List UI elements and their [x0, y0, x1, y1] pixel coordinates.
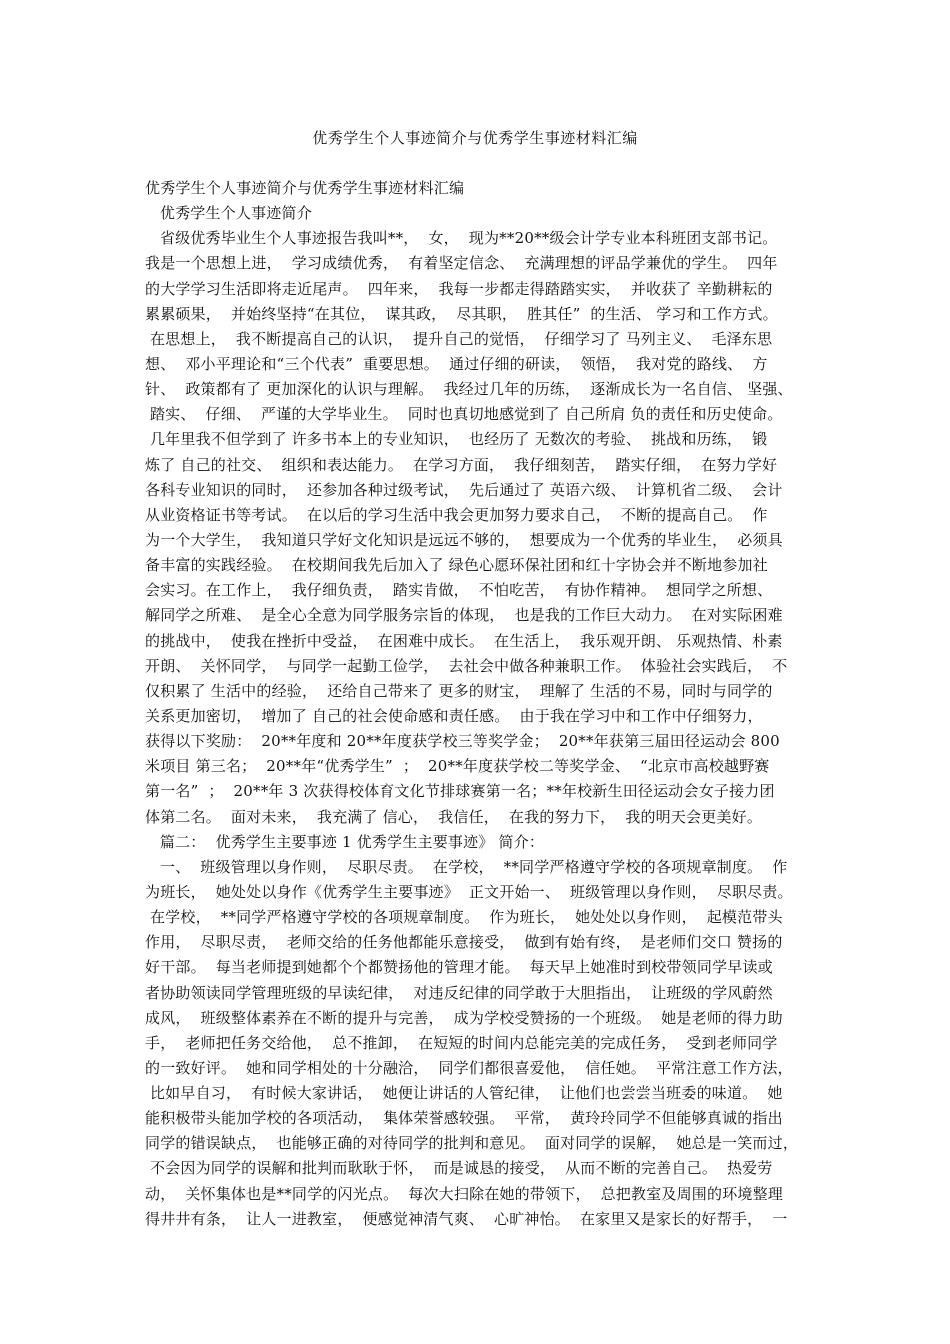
body-line: 一、 班级管理以身作则， 尽职尽责。 在学校， **同学严格遵守学校的各项规章制度。 作: [145, 857, 788, 876]
body-line: 动， 关怀集体也是**同学的闪光点。 每次大扫除在她的带领下， 总把教室及周围的环境整理: [145, 1184, 784, 1203]
body-line: 同学的错误缺点， 也能够正确的对待同学的批判和意见。 面对同学的误解， 她总是一笑而过，: [145, 1134, 799, 1153]
body-line: 优秀学生个人事迹简介与优秀学生事迹材料汇编: [145, 179, 465, 197]
body-line: 在学校， **同学严格遵守学校的各项规章制度。 作为班长， 她处处以身作则， 起模范带头: [145, 908, 783, 927]
body-line: 不会因为同学的误解和批判而耿耿于怀， 而是诚恳的接受， 从而不断的完善自己。 热爱劳: [145, 1159, 773, 1178]
body-line: 篇二： 优秀学生主要事迹 1 优秀学生主要事迹》 简介：: [145, 832, 545, 851]
body-line: 成风， 班级整体素养在不断的提升与完善， 成为学校受赞扬的一个班级。 她是老师的得力助: [145, 1008, 783, 1027]
body-line: 的挑战中， 使我在挫折中受益， 在困难中成长。 在生活上， 我乐观开朗、 乐观热情、朴素: [145, 631, 783, 650]
body-line: 作用， 尽职尽责， 老师交给的任务他都能乐意接受， 做到有始有终， 是老师们交口 赞扬的: [145, 933, 783, 952]
body-line: 的大学学习生活即将走近尾声。 四年来， 我每一步都走得踏踏实实， 并收获了 辛勤耕耘的: [145, 279, 773, 298]
body-line: 踏实、 仔细、 严谨的大学毕业生。 同时也真切地感觉到了 自己所肩 负的责任和历史使命。: [145, 405, 783, 424]
body-line: 几年里我不但学到了 许多书本上的专业知识， 也经历了 无数次的考验、 挑战和历练， 锻: [145, 430, 768, 449]
body-line: 我是一个思想上进， 学习成绩优秀， 有着坚定信念、 充满理想的评品学兼优的学生。 四年: [145, 254, 778, 273]
body-line: 累累硕果， 并始终坚持“在其位， 谋其政， 尽其职， 胜其任” 的生活、 学习和工作方式。: [145, 304, 778, 323]
body-line: 体第二名。 面对未来， 我充满了 信心， 我信任， 在我的努力下， 我的明天会更美好。: [145, 807, 763, 826]
body-line: 得井井有条， 让人一进教室， 便感觉神清气爽、 心旷神怡。 在家里又是家长的好帮手， 一: [145, 1209, 788, 1228]
body-line: 者协助领读同学管理班级的早读纪律， 对违反纪律的同学敢于大胆指出， 让班级的学风蔚然: [145, 983, 773, 1002]
body-line: 优秀学生个人事迹简介: [145, 204, 312, 223]
body-line: 各科专业知识的同时， 还参加各种过级考试， 先后通过了 英语六级、 计算机省二级、 会计: [145, 480, 783, 499]
document-body: [145, 176, 815, 1232]
body-line: 手， 老师把任务交给他， 总不推卸， 在短短的时间内总能完美的完成任务， 受到老师同学: [145, 1033, 778, 1052]
body-line: 炼了 自己的社交、 组织和表达能力。 在学习方面， 我仔细刻苦， 踏实仔细， 在努力学好: [145, 455, 778, 474]
body-line: 能积极带头能加学校的各项活动， 集体荣誉感较强。 平常， 黄玲玲同学不但能够真诚的指出: [145, 1109, 783, 1128]
body-line: 从业资格证书等考试。 在以后的学习生活中我会更加努力要求自己， 不断的提高自己。 作: [145, 505, 768, 524]
body-line: 米项目 第三名； 20**年“优秀学生” ； 20**年度获学校二等奖学金、 “北京市高校越野赛: [145, 757, 770, 776]
body-line: 的一致好评。 她和同学相处的十分融洽， 同学们都很喜爱他， 信任她。 平常注意工作方法，: [145, 1058, 793, 1077]
body-line: 比如早自习， 有时候大家讲话， 她便让讲话的人管纪律， 让他们也尝尝当班委的味道。 她: [145, 1084, 783, 1103]
body-line: 在思想上， 我不断提高自己的认识， 提升自己的觉悟， 仔细学习了 马列主义、 毛泽东思: [145, 329, 773, 348]
body-line: 省级优秀毕业生个人事迹报告我叫**， 女， 现为**20**级会计学专业本科班团支部书记。: [145, 229, 778, 248]
body-line: 会实习。在工作上， 我仔细负责， 踏实肯做， 不怕吃苦， 有协作精神。 想同学之所想、: [145, 581, 773, 600]
body-line: 关系更加密切， 增加了 自己的社会使命感和责任感。 由于我在学习中和工作中仔细努力，: [145, 706, 763, 725]
body-line: 好干部。 每当老师提到她都个个都赞扬他的管理才能。 每天早上她准时到校带领同学早读或: [145, 958, 773, 977]
body-line: 为班长， 她处处以身作《优秀学生主要事迹》 正文开始一、 班级管理以身作则， 尽职尽责。: [145, 882, 793, 901]
body-line: 为一个大学生， 我知道只学好文化知识是远远不够的， 想要成为一个优秀的毕业生， 必须具: [145, 530, 783, 549]
body-line: 想、 邓小平理论和“三个代表” 重要思想。 通过仔细的研读， 领悟， 我对党的路线、 方: [145, 354, 768, 373]
body-line: 针、 政策都有了 更加深化的认识与理解。 我经过几年的历练， 逐渐成长为一名自信、 坚强、: [145, 380, 793, 399]
body-line: 获得以下奖励： 20**年度和 20**年度获学校三等奖学金； 20**年获第三届田径运动会 800: [145, 732, 780, 751]
body-line: 解同学之所难、 是全心全意为同学服务宗旨的体现， 也是我的工作巨大动力。 在对实际困难: [145, 606, 783, 625]
body-line: 备丰富的实践经验。 在校期间我先后加入了 绿色心愿环保社团和红十字协会并不断地参加社: [145, 556, 768, 575]
document-title: 优秀学生个人事迹简介与优秀学生事迹材料汇编: [312, 129, 638, 147]
body-line: 开朗、 关怀同学， 与同学一起勤工俭学， 去社会中做各种兼职工作。 体验社会实践后， 不: [145, 656, 788, 675]
body-line: 第一名” ； 20**年 3 次获得校体育文化节排球赛第一名；**年校新生田径运动会女子接力团: [145, 782, 775, 801]
body-line: 仅积累了 生活中的经验， 还给自己带来了 更多的财宝， 理解了 生活的不易，同时与同学的: [145, 681, 773, 700]
